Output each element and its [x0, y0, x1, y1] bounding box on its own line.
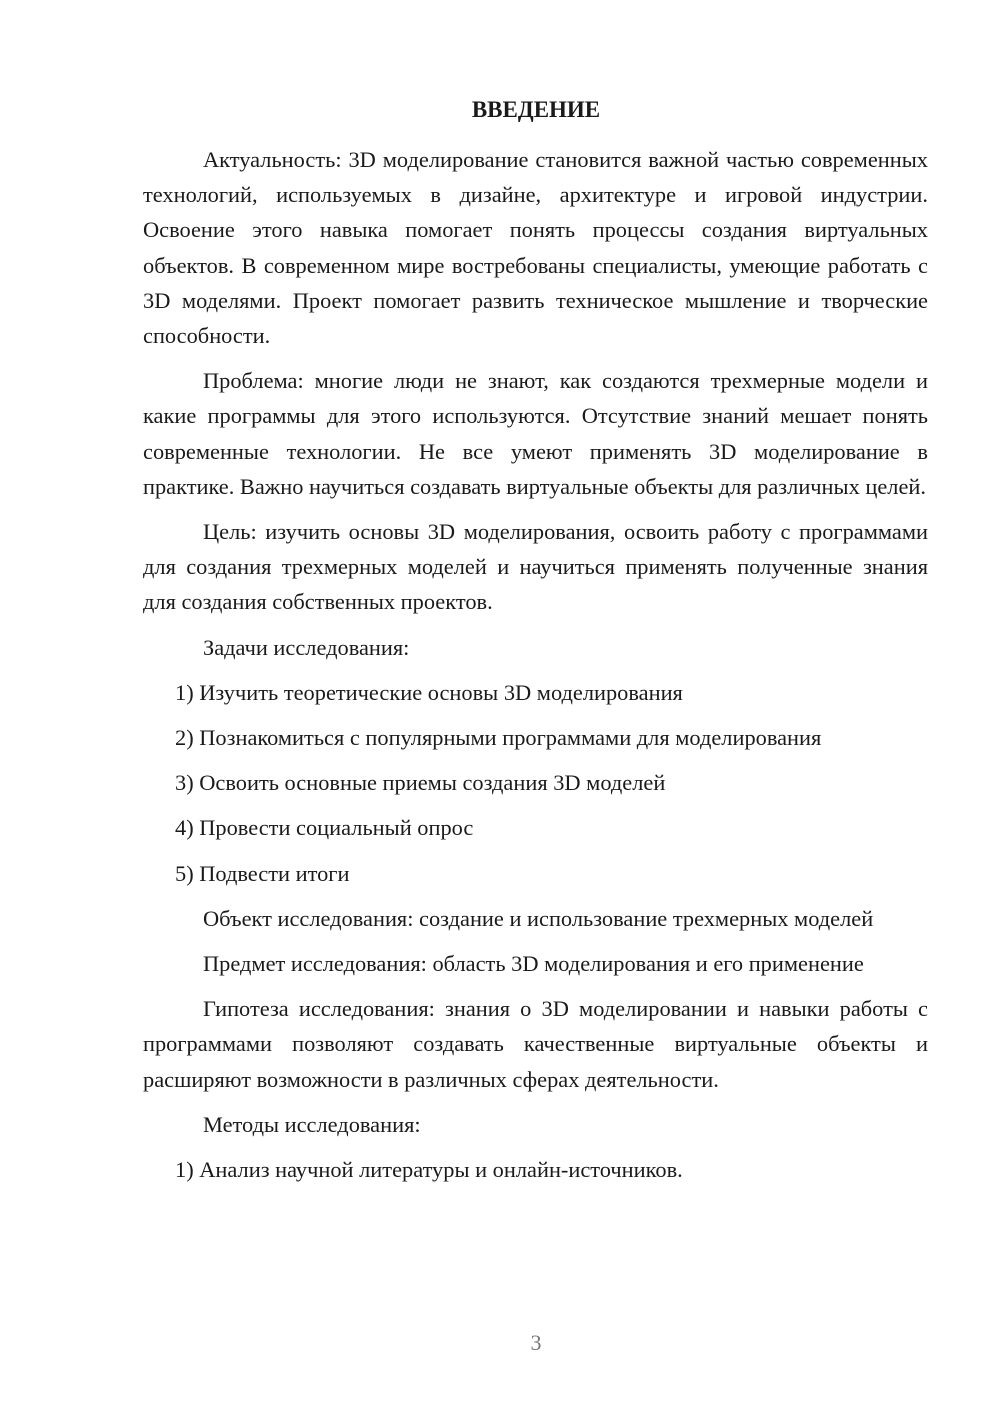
- object-paragraph: Объект исследования: создание и использование трехмерных моделей: [203, 905, 874, 931]
- subject-paragraph: Предмет исследования: область 3D моделирования и его применение: [203, 951, 864, 977]
- relevance-paragraph: Актуальность: 3D моделирование становится важной частью современных технологий, используемых в дизайне, архитектуре и игровой индустрии. Освоение этого навыка помогает понять процессы создания виртуальных объектов. В современном мире востребованы специалисты, умеющие работать с 3D моделями. Проект помогает развить техническое мышление и творческие способности.: [143, 147, 928, 349]
- task-item: 5) Подвести итоги: [175, 860, 350, 886]
- page-title: ВВЕДЕНИЕ: [471, 97, 601, 122]
- tasks-heading: Задачи исследования:: [203, 634, 410, 660]
- task-item: 3) Освоить основные приемы создания 3D моделей: [175, 770, 666, 796]
- task-item: 2) Познакомиться с популярными программами для моделирования: [175, 725, 822, 751]
- document-body: [143, 142, 928, 1197]
- task-item: 4) Провести социальный опрос: [175, 815, 474, 841]
- hypothesis-paragraph: Гипотеза исследования: знания о 3D моделировании и навыки работы с программами позволяют создавать качественные виртуальные объекты и расширяют возможности в различных сферах деятельности.: [143, 996, 928, 1092]
- task-item: 1) Изучить теоретические основы 3D моделирования: [175, 679, 683, 705]
- goal-paragraph: Цель: изучить основы 3D моделирования, освоить работу с программами для создания трехмерных моделей и научиться применять полученные знания для создания собственных проектов.: [143, 519, 928, 615]
- problem-paragraph: Проблема: многие люди не знают, как создаются трехмерные модели и какие программы для этого используются. Отсутствие знаний мешает понять современные технологии. Не все умеют применять 3D моделирование в практике. Важно научиться создавать виртуальные объекты для различных целей.: [143, 368, 928, 499]
- method-item: 1) Анализ научной литературы и онлайн-источников.: [175, 1157, 683, 1183]
- methods-heading: Методы исследования:: [203, 1111, 421, 1137]
- page-number: 3: [530, 1330, 542, 1355]
